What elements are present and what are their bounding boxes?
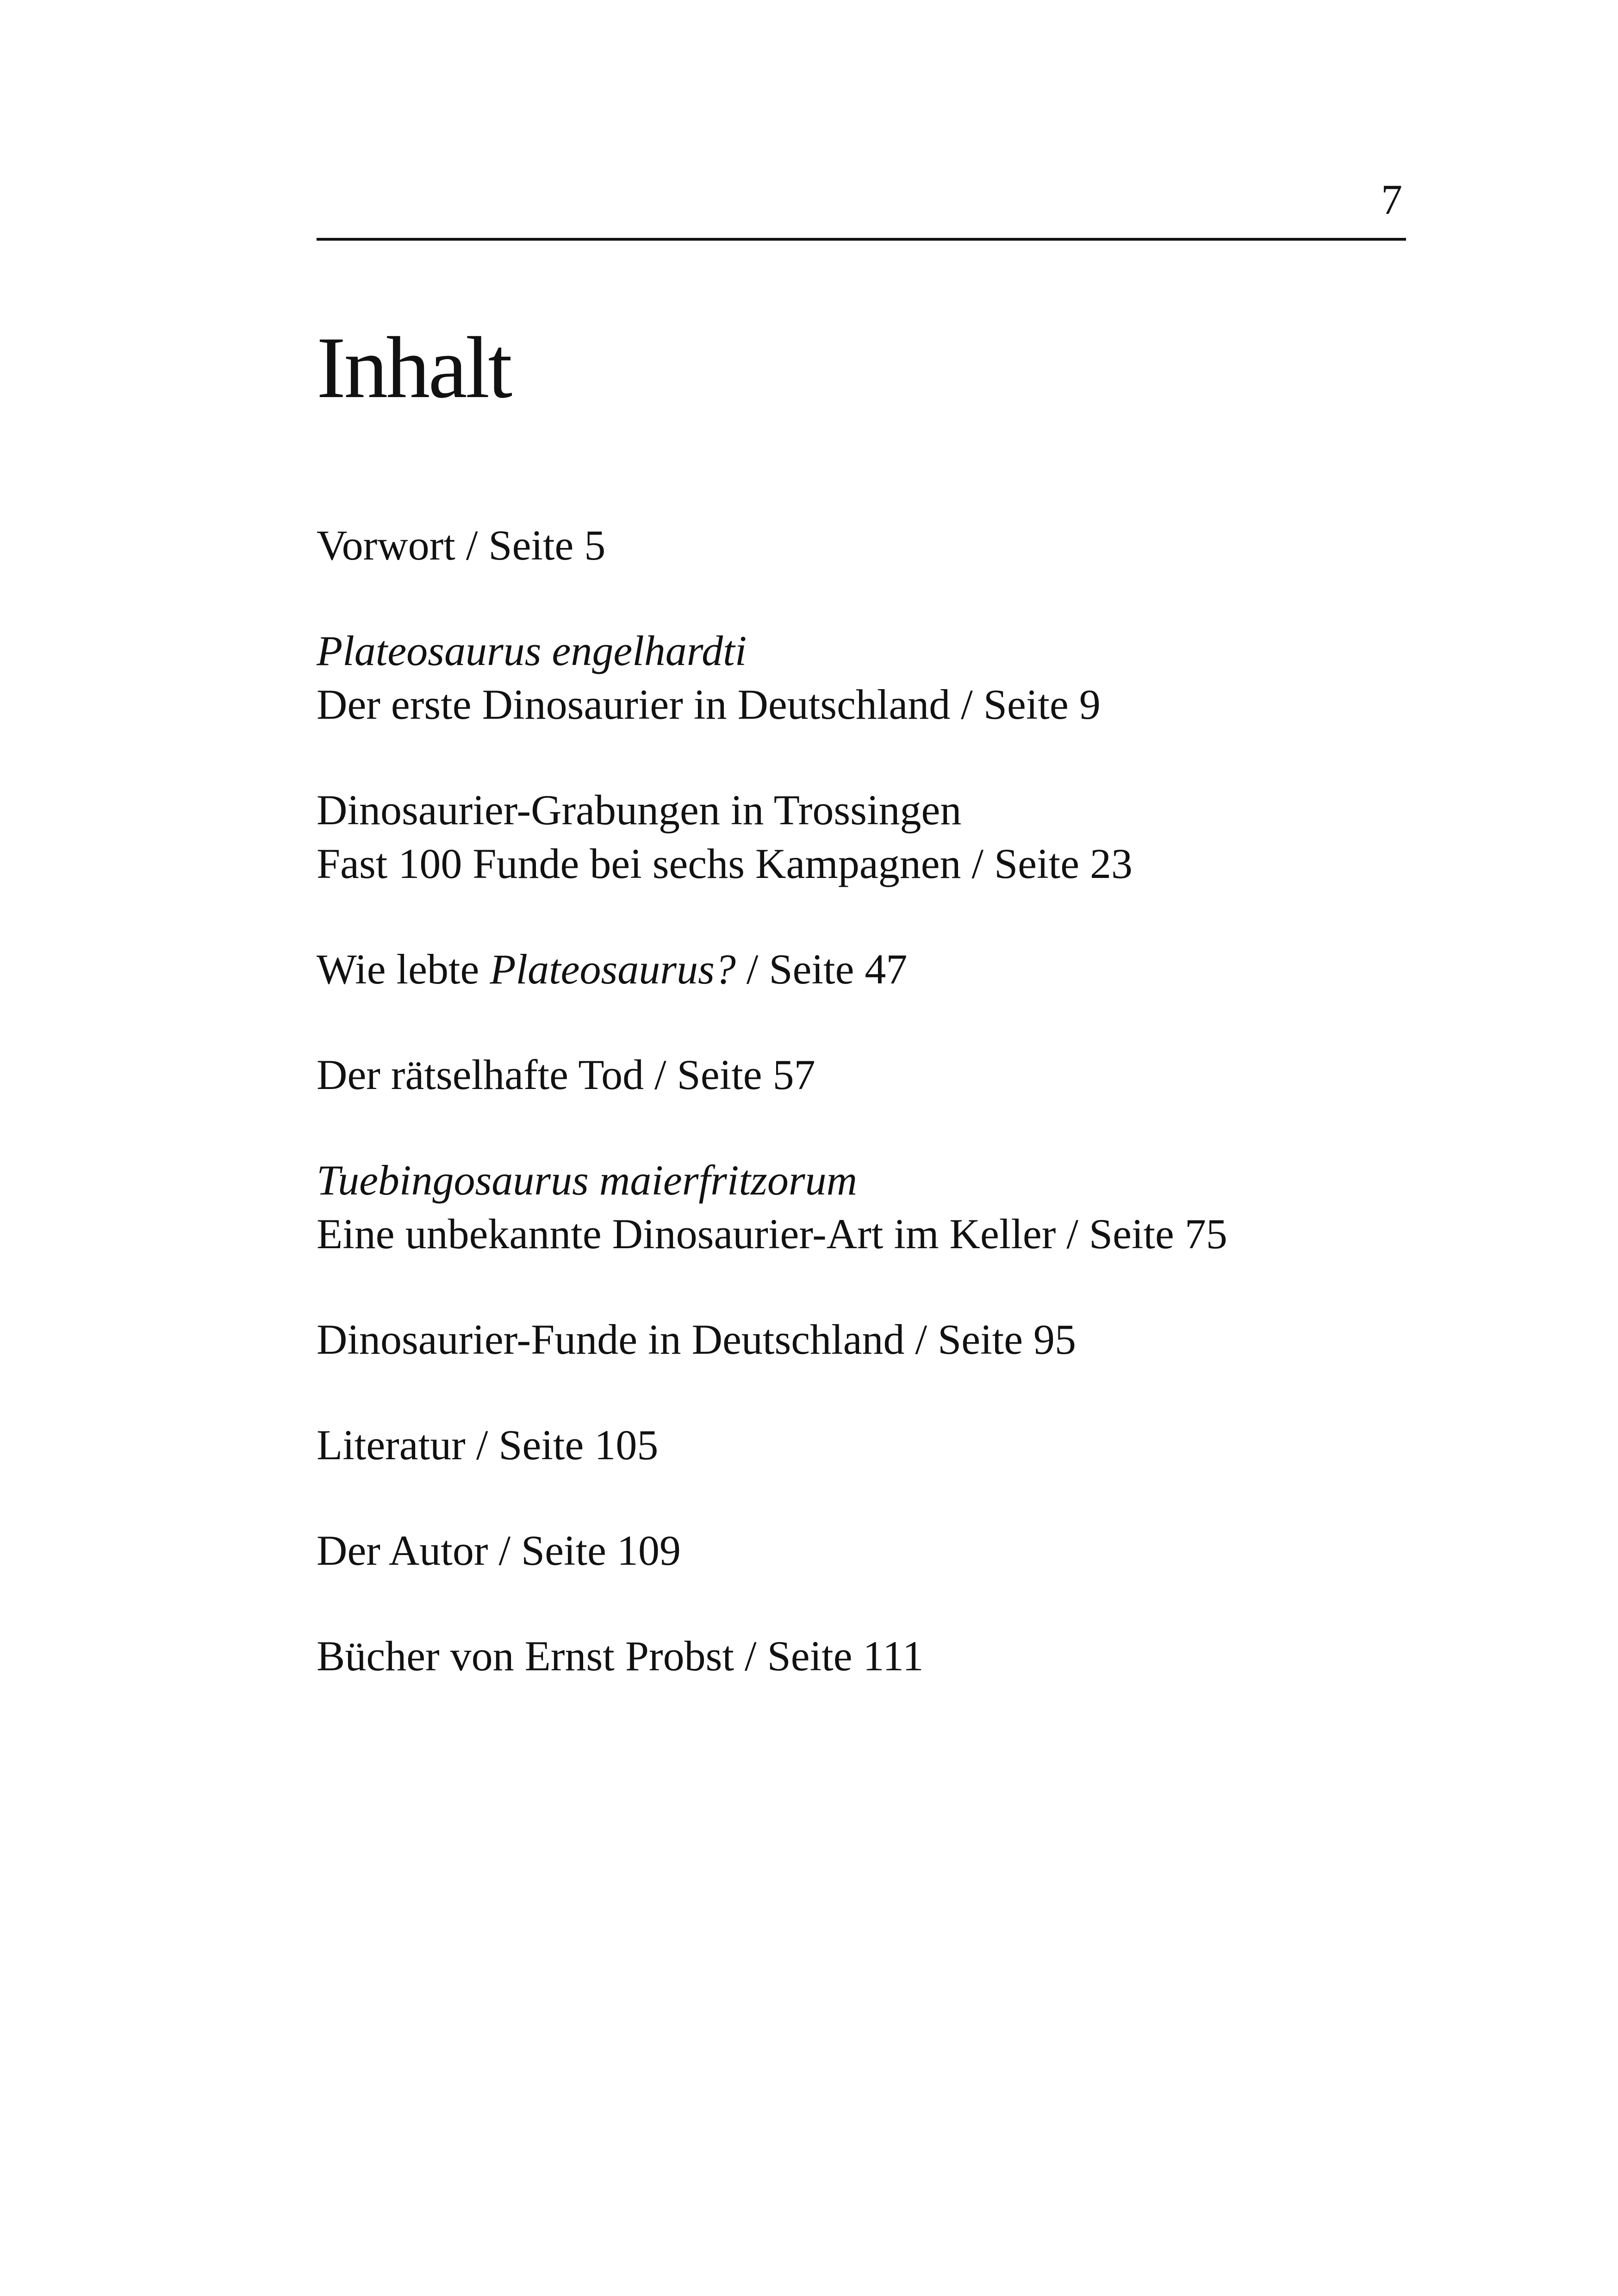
toc-entry-tod <box>317 1048 1406 1101</box>
table-of-contents <box>317 518 1406 1735</box>
toc-entry-grabungen <box>317 783 1406 890</box>
toc-entry-tuebingosaurus <box>317 1153 1406 1261</box>
toc-entry-heading: Dinosaurier-Grabungen in Trossingen <box>317 786 962 834</box>
toc-entry-suffix: / Seite 47 <box>735 946 908 993</box>
toc-entry-italic-name: Plateosaurus? <box>490 946 736 993</box>
toc-entry-subtitle: Plateosaurus engelhardti <box>317 627 747 674</box>
header-rule <box>317 238 1406 241</box>
toc-entry-text: Bücher von Ernst Probst / Seite 111 <box>317 1632 924 1680</box>
toc-entry-text: Fast 100 Funde bei sechs Kampagnen / Seite 23 <box>317 840 1133 887</box>
toc-entry-text: Der erste Dinosaurier in Deutschland / Seite 9 <box>317 681 1101 728</box>
toc-entry-funde <box>317 1313 1406 1366</box>
toc-entry-text: Literatur / Seite 105 <box>317 1421 659 1468</box>
toc-entry-text: Dinosaurier-Funde in Deutschland / Seite 95 <box>317 1316 1077 1363</box>
toc-entry-vorwort <box>317 518 1406 572</box>
toc-entry-text <box>317 942 1406 996</box>
toc-entry-text: Eine unbekannte Dinosaurier-Art im Keller / Seite 75 <box>317 1210 1227 1257</box>
toc-entry-literatur <box>317 1418 1406 1472</box>
toc-entry-text: Der rätselhafte Tod / Seite 57 <box>317 1051 815 1098</box>
toc-entry-prefix: Wie lebte <box>317 946 490 993</box>
page-number: 7 <box>1381 176 1402 223</box>
page-title: Inhalt <box>317 319 511 417</box>
toc-entry-subtitle: Tuebingosaurus maierfritzorum <box>317 1157 858 1204</box>
toc-entry-text: Vorwort / Seite 5 <box>317 522 606 569</box>
toc-entry-plateosaurus <box>317 624 1406 731</box>
toc-entry-text: Der Autor / Seite 109 <box>317 1527 681 1574</box>
toc-entry-wie-lebte <box>317 942 1406 996</box>
toc-entry-buecher <box>317 1629 1406 1683</box>
toc-entry-autor <box>317 1524 1406 1577</box>
